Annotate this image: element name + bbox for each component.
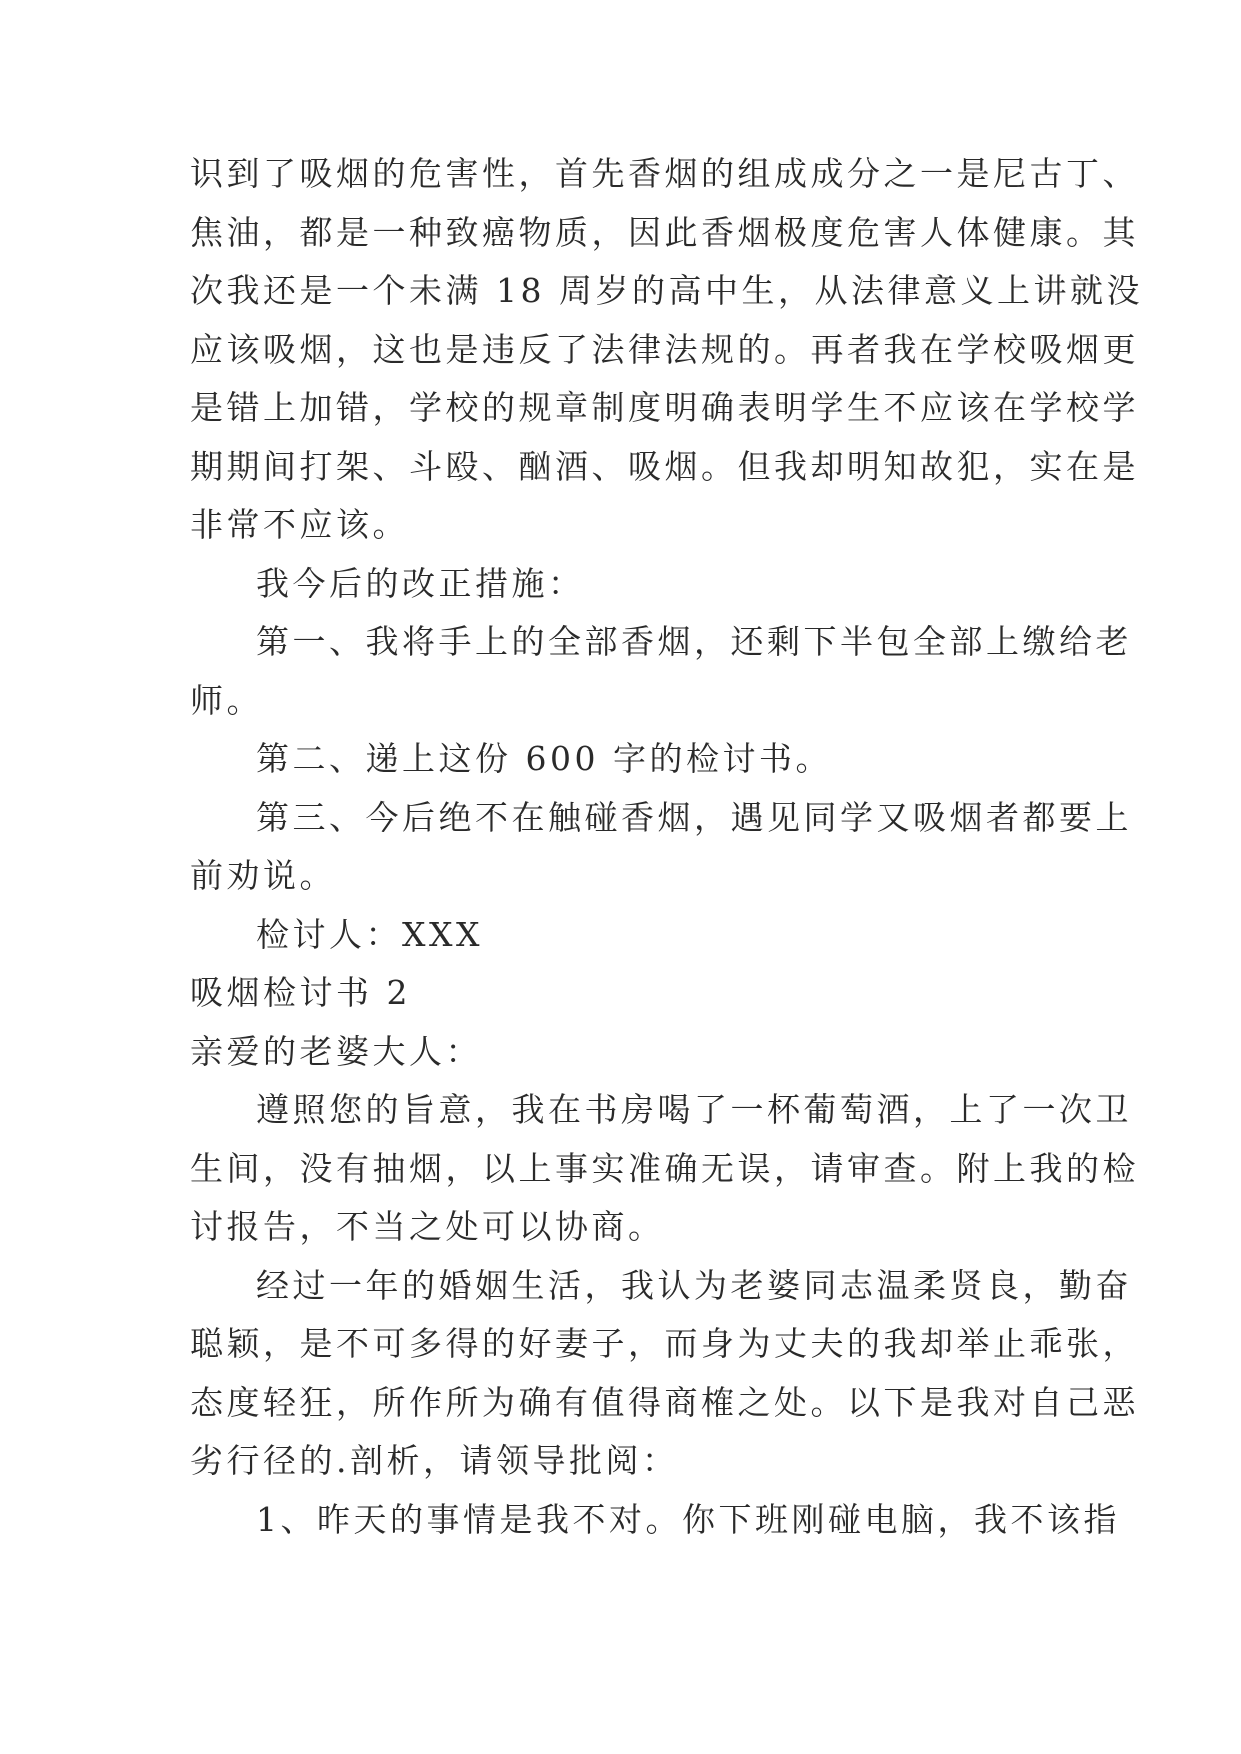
- signature-line: 检讨人：XXX: [256, 914, 483, 954]
- text-line: 劣行径的.剖析，请领导批阅：: [190, 1441, 679, 1480]
- text-line: 识到了吸烟的危害性，首先香烟的组成成分之一是尼古丁、: [190, 154, 1139, 193]
- text-line: 期期间打架、斗殴、酗酒、吸烟。但我却明知故犯，实在是: [190, 446, 1139, 486]
- text-line: 应该吸烟，这也是违反了法律法规的。再者我在学校吸烟更: [190, 329, 1139, 369]
- text-line: 态度轻狂，所作所为确有值得商榷之处。以下是我对自己恶: [190, 1382, 1139, 1422]
- text-line: 次我还是一个未满 18 周岁的高中生，从法律意义上讲就没: [190, 271, 1143, 310]
- text-line: 生间，没有抽烟，以上事实准确无误，请审查。附上我的检: [190, 1148, 1139, 1188]
- text-line: 我今后的改正措施：: [256, 563, 585, 603]
- salutation: 亲爱的老婆大人：: [190, 1031, 482, 1071]
- text-line: 第二、递上这份 600 字的检讨书。: [256, 739, 832, 778]
- text-line: 第一、我将手上的全部香烟，还剩下半包全部上缴给老: [256, 622, 1132, 661]
- text-line: 讨报告，不当之处可以协商。: [190, 1207, 665, 1246]
- text-line: 师。: [190, 680, 263, 720]
- text-line: 第三、今后绝不在触碰香烟，遇见同学又吸烟者都要上: [256, 797, 1132, 837]
- text-line: 经过一年的婚姻生活，我认为老婆同志温柔贤良，勤奋: [256, 1265, 1132, 1305]
- text-line: 遵照您的旨意，我在书房喝了一杯葡萄酒，上了一次卫: [256, 1090, 1132, 1129]
- text-line: 前劝说。: [190, 856, 336, 895]
- text-line: 聪颖，是不可多得的好妻子，而身为丈夫的我却举止乖张，: [190, 1324, 1139, 1363]
- section-title: 吸烟检讨书 2: [190, 973, 411, 1012]
- document-body: [190, 145, 1143, 1549]
- text-line: 1、昨天的事情是我不对。你下班刚碰电脑，我不该指: [256, 1499, 1120, 1539]
- text-line: 非常不应该。: [190, 505, 409, 544]
- text-line: 是错上加错，学校的规章制度明确表明学生不应该在学校学: [190, 388, 1139, 427]
- text-line: 焦油，都是一种致癌物质，因此香烟极度危害人体健康。其: [190, 212, 1139, 252]
